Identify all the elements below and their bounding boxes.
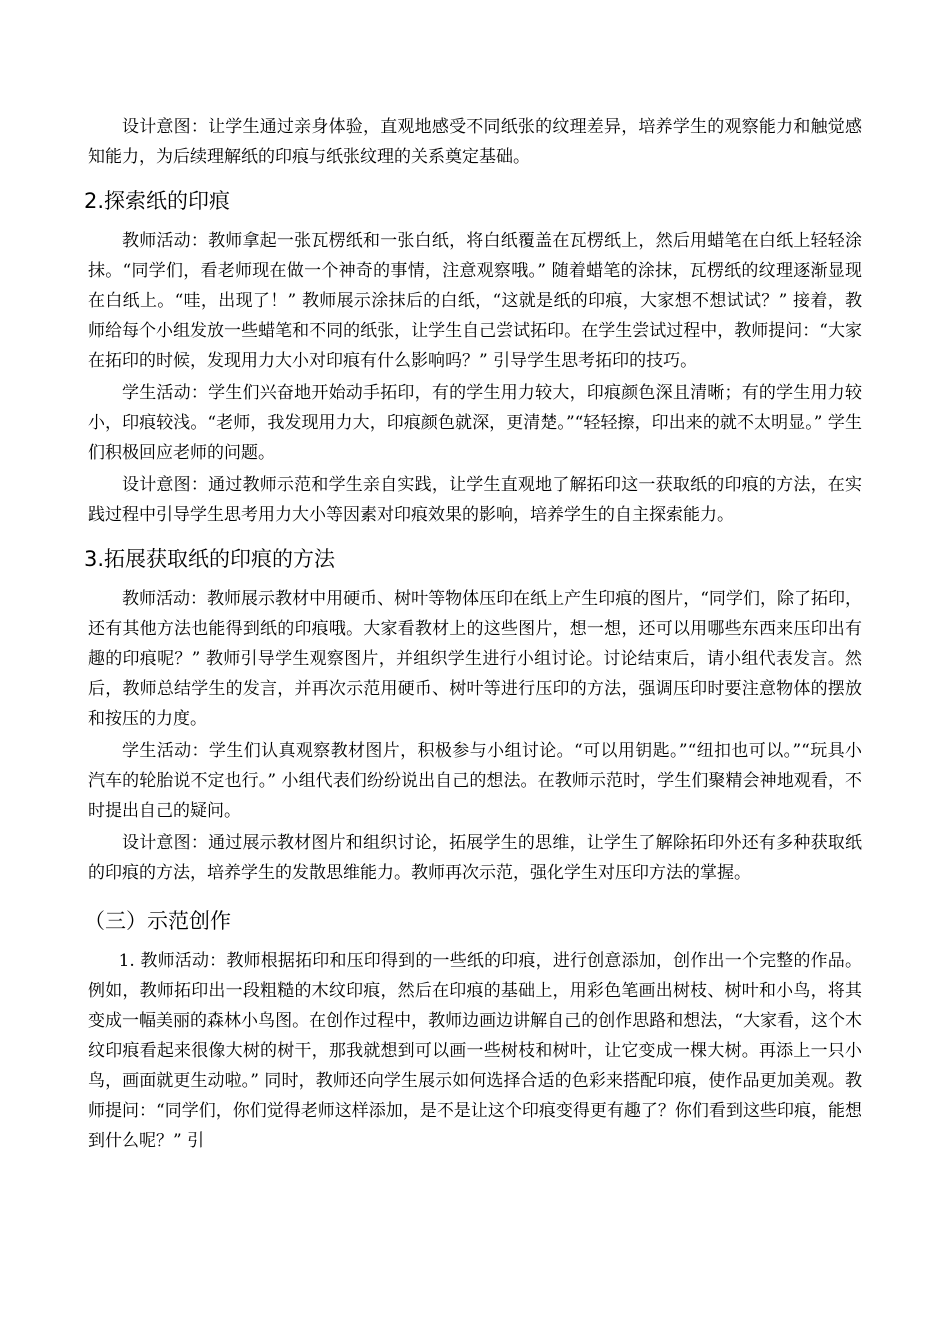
section-heading-demo-creation: （三）示范创作 xyxy=(84,909,231,933)
paragraph-teacher-activity-2: 教师活动：教师拿起一张瓦楞纸和一张白纸，将白纸覆盖在瓦楞纸上，然后用蜡笔在白纸上轻轻涂抹。“同学们，看老师现在做一个神奇的事情，注意观察哦。” 随着蜡笔的涂抹，瓦楞纸的纹理逐渐显现在白纸上。“哇，出现了！” 教师展示涂抹后的白纸，“这就是纸的印痕，大家想不想试试？” 接着，教师给每个小组发放一些蜡笔和不同的纸张，让学生自己尝试拓印。在学生尝试过程中，教师提问：“大家在拓印的时候，发现用力大小对印痕有什么影响吗？” 引导学生思考拓印的技巧。 xyxy=(88,231,862,371)
paragraph-student-activity-3: 学生活动：学生们认真观察教材图片，积极参与小组讨论。“可以用钥匙。”“纽扣也可以。”“玩具小汽车的轮胎说不定也行。” 小组代表们纷纷说出自己的想法。在教师示范时，学生们聚精会神地观看，不时提出自己的疑问。 xyxy=(88,741,862,821)
section-heading-extend-methods: 3.拓展获取纸的印痕的方法 xyxy=(84,547,336,571)
paragraph-design-intent-3: 设计意图：通过展示教材图片和组织讨论，拓展学生的思维，让学生了解除拓印外还有多种获取纸的印痕的方法，培养学生的发散思维能力。教师再次示范，强化学生对压印方法的掌握。 xyxy=(88,833,862,883)
section-heading-explore-paper-marks: 2.探索纸的印痕 xyxy=(84,189,231,213)
paragraph-design-intent-2: 设计意图：通过教师示范和学生亲自实践，让学生直观地了解拓印这一获取纸的印痕的方法，在实践过程中引导学生思考用力大小等因素对印痕效果的影响，培养学生的自主探索能力。 xyxy=(88,475,862,525)
paragraph-student-activity-2: 学生活动：学生们兴奋地开始动手拓印，有的学生用力较大，印痕颜色深且清晰；有的学生用力较小，印痕较浅。“老师，我发现用力大，印痕颜色就深，更清楚。”“轻轻擦，印出来的就不太明显。” 学生们积极回应老师的问题。 xyxy=(88,383,862,463)
paragraph-teacher-activity-demo: 1. 教师活动：教师根据拓印和压印得到的一些纸的印痕，进行创意添加，创作出一个完整的作品。例如，教师拓印出一段粗糙的木纹印痕，然后在印痕的基础上，用彩色笔画出树枝、树叶和小鸟，将其变成一幅美丽的森林小鸟图。在创作过程中，教师边画边讲解自己的创作思路和想法，“大家看，这个木纹印痕看起来很像大树的树干，那我就想到可以画一些树枝和树叶，让它变成一棵大树。再添上一只小鸟，画面就更生动啦。” 同时，教师还向学生展示如何选择合适的色彩来搭配印痕，使作品更加美观。教师提问：“同学们，你们觉得老师这样添加，是不是让这个印痕变得更有趣了？你们看到这些印痕，能想到什么呢？” 引 xyxy=(88,951,862,1151)
document-body xyxy=(84,112,862,1158)
paragraph-teacher-activity-3: 教师活动：教师展示教材中用硬币、树叶等物体压印在纸上产生印痕的图片，“同学们，除了拓印，还有其他方法也能得到纸的印痕哦。大家看教材上的这些图片，想一想，还可以用哪些东西来压印出有趣的印痕呢？” 教师引导学生观察图片，并组织学生进行小组讨论。讨论结束后，请小组代表发言。然后，教师总结学生的发言，并再次示范用硬币、树叶等进行压印的方法，强调压印时要注意物体的摆放和按压的力度。 xyxy=(88,589,862,729)
paragraph-design-intent-1: 设计意图：让学生通过亲身体验，直观地感受不同纸张的纹理差异，培养学生的观察能力和触觉感知能力，为后续理解纸的印痕与纸张纹理的关系奠定基础。 xyxy=(88,117,862,167)
